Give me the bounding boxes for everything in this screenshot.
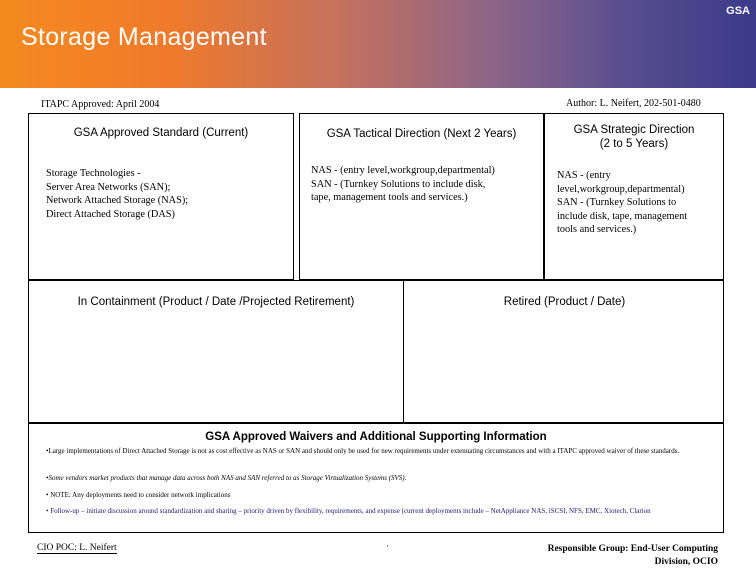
- strategic-direction-body: [557, 169, 719, 237]
- tactical-direction-box: [299, 113, 544, 280]
- body-line: Storage Technologies -: [46, 168, 141, 179]
- waivers-heading: GSA Approved Waivers and Additional Supporting Information: [205, 431, 547, 443]
- strategic-direction-heading: [545, 123, 723, 151]
- waiver-bullet: • Follow-up – initiate discussion around standardization and sharing – priority driven by flexibility, requirements, and expense (current deployments include – NetAppliance NAS, iSCSI, NFS, EMC, Xiotech, Clarion: [46, 507, 651, 515]
- approved-standard-box: [28, 113, 294, 280]
- waiver-bullet: • NOTE: Any deployments need to consider network implications: [46, 491, 231, 499]
- body-line: SAN - (Turnkey Solutions to: [557, 197, 677, 208]
- tactical-direction-body: [311, 164, 539, 205]
- body-line: NAS - (entry: [557, 170, 611, 181]
- author-info: Author: L. Neifert, 202-501-0480: [566, 98, 701, 109]
- body-line: tape, management tools and services.): [311, 192, 468, 203]
- responsible-group: [510, 543, 718, 569]
- body-line: SAN - (Turnkey Solutions to include disk,: [311, 178, 486, 190]
- cio-poc: CIO POC: L. Neifert: [37, 543, 117, 553]
- containment-heading: In Containment (Product / Date /Projected Retirement): [77, 296, 355, 308]
- body-line: Network Attached Storage (NAS);: [46, 195, 189, 206]
- waiver-bullet: •Large implementations of Direct Attached Storage is not as cost effective as NAS or SAN and should only be used for new requirements under extenuating circumstances and with a ITAPC approved waiver of these standards.: [46, 447, 680, 455]
- waiver-bullet: •Some vendors market products that manage data across both NAS and SAN referred to as Storage Virtualization Systems (SVS).: [46, 474, 407, 482]
- approved-standard-heading: GSA Approved Standard (Current): [73, 127, 249, 139]
- heading-line: (2 to 5 Years): [599, 138, 669, 150]
- agency-label: GSA: [726, 5, 750, 17]
- body-line: Direct Attached Storage (DAS): [46, 208, 175, 220]
- body-line: tools and services.): [557, 224, 637, 235]
- body-line: Server Area Networks (SAN);: [46, 181, 171, 193]
- strategic-direction-box: [544, 113, 724, 280]
- footer-line: Responsible Group: End-User Computing: [547, 544, 718, 554]
- body-line: NAS - (entry level,workgroup,departmental): [311, 165, 495, 176]
- body-line: level,workgroup,departmental): [557, 183, 685, 195]
- waivers-box: [28, 423, 724, 533]
- page-title: Storage Management: [21, 23, 267, 51]
- retired-heading: Retired (Product / Date): [503, 296, 626, 308]
- tactical-direction-heading: GSA Tactical Direction (Next 2 Years): [326, 128, 517, 140]
- heading-line: GSA Strategic Direction: [573, 124, 695, 136]
- containment-retired-box: [28, 280, 724, 423]
- title-banner: [0, 0, 756, 88]
- approval-date: ITAPC Approved: April 2004: [41, 99, 160, 110]
- footer-dot: ·: [386, 541, 389, 551]
- body-line: include disk, tape, management: [557, 210, 688, 222]
- footer-line: Division, OCIO: [654, 557, 718, 567]
- approved-standard-body: [46, 167, 286, 221]
